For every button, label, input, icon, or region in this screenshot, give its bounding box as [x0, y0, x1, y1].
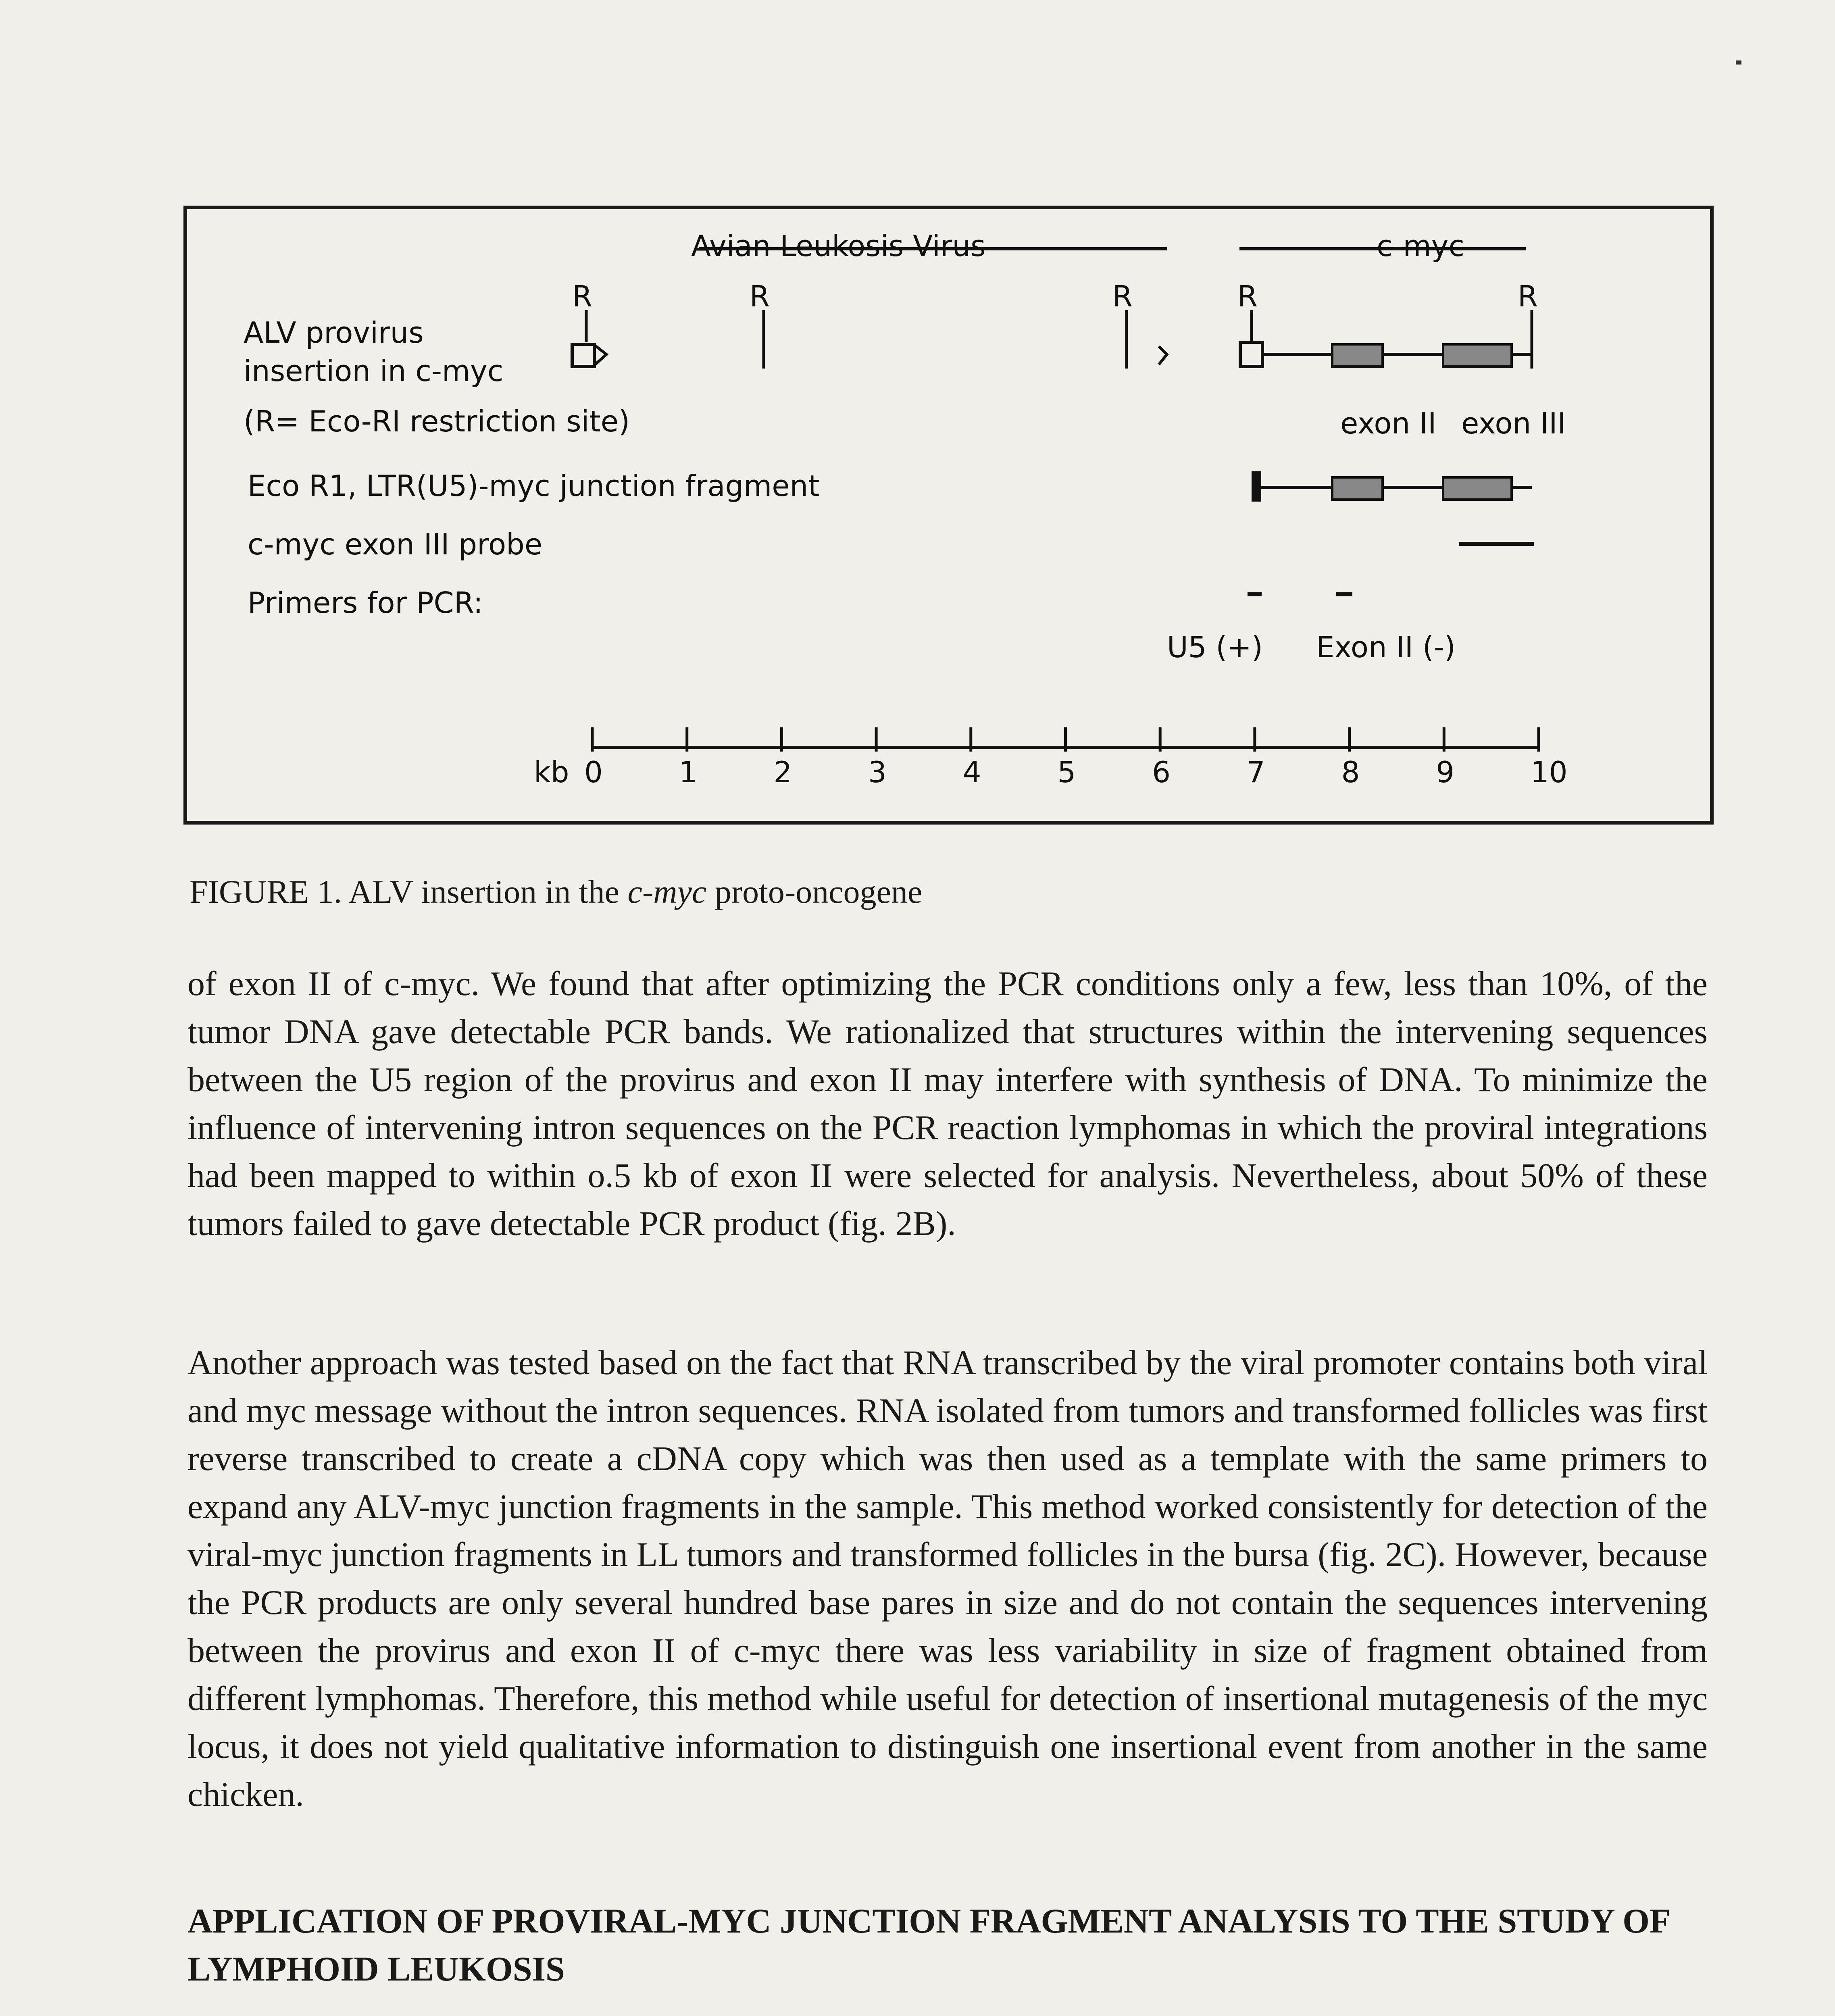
provirus-label-line1: ALV provirus — [244, 316, 424, 350]
scan-mark — [1736, 60, 1741, 65]
exon-3-label: exon III — [1461, 406, 1566, 440]
site-r-1: R — [572, 279, 593, 313]
exon-2-box — [1332, 344, 1383, 367]
scale-tick-label-0: 0 — [584, 755, 603, 789]
myc-title: c-myc — [1377, 229, 1464, 263]
ltr-box-left — [572, 344, 594, 367]
exon-2-label: exon II — [1340, 406, 1437, 440]
site-note: (R= Eco-RI restriction site) — [244, 404, 630, 438]
provirus-label-line2: insertion in c-myc — [244, 354, 504, 388]
virus-title: Avian Leukosis Virus — [691, 229, 986, 263]
caption-suffix: proto-oncogene — [706, 873, 923, 910]
site-r-2: R — [750, 279, 770, 313]
scale-tick-label-2: 2 — [773, 755, 792, 789]
primer-exon2-label: Exon II (-) — [1316, 630, 1456, 664]
junction-label: Eco R1, LTR(U5)-myc junction fragment — [248, 469, 820, 503]
integration-break-right — [1159, 346, 1167, 364]
scale-tick-label-3: 3 — [868, 755, 887, 789]
scale-tick-label-1: 1 — [679, 755, 698, 789]
caption-gene: c-myc — [627, 873, 707, 910]
primers-label: Primers for PCR: — [248, 586, 483, 620]
paragraph-2: Another approach was tested based on the fact that RNA transcribed by the viral promoter contains both viral and myc message without the intron sequences. RNA isolated from tumors and transformed follicles was first reverse transcribed to create a cDNA copy which was then used as a template with the same primers to expand any ALV-myc junction fragments in the sample. This method worked consistently for detection of the viral-myc junction fragments in LL tumors and transformed follicles in the bursa (fig. 2C). However, because the PCR products are only several hundred base pares in size and do not contain the sequences intervening between the provirus and exon II of c-myc there was less variability in size of fragment obtained from different lymphomas. Therefore, this method while useful for detection of insertional mutagenesis of the myc locus, it does not yield qualitative information to distinguish one insertional event from another in the same chicken. — [187, 1343, 1708, 1814]
probe-label: c-myc exon III probe — [248, 527, 543, 561]
scale-tick-label-9: 9 — [1436, 755, 1455, 789]
site-r-4: R — [1237, 279, 1258, 313]
scale-tick-label-10: 10 — [1531, 755, 1568, 789]
scale-tick-label-7: 7 — [1246, 755, 1265, 789]
ltr-box-right — [1240, 342, 1262, 367]
scale-tick-label-4: 4 — [962, 755, 981, 789]
primer-u5-label: U5 (+) — [1167, 630, 1263, 664]
ltr-fragment-mark — [1252, 471, 1261, 502]
scale-tick-label-6: 6 — [1152, 755, 1171, 789]
diagram-graphics — [187, 209, 1710, 821]
site-r-5: R — [1518, 279, 1538, 313]
section-heading: APPLICATION OF PROVIRAL-MYC JUNCTION FRAGMENT ANALYSIS TO THE STUDY OF LYMPHOID LEUKOSIS — [187, 1901, 1670, 1988]
paragraph-1: of exon II of c-myc. We found that after optimizing the PCR conditions only a few, less than 10%, of the tumor DNA gave detectable PCR bands. We rationalized that structures within the intervening sequences between the U5 region of the provirus and exon II may interfere with synthesis of DNA. To minimize the influence of intervening intron sequences on the PCR reaction lymphomas in which the proviral integrations had been mapped to within o.5 kb of exon II were selected for analysis. Nevertheless, about 50% of these tumors failed to gave detectable PCR product (fig. 2B). — [187, 964, 1708, 1243]
site-r-3: R — [1112, 279, 1133, 313]
integration-break-left — [595, 346, 606, 364]
scale-tick-label-8: 8 — [1341, 755, 1360, 789]
junction-exon-2 — [1332, 477, 1383, 500]
figure-1-diagram — [183, 206, 1714, 825]
caption-prefix: FIGURE 1. ALV insertion in the — [190, 873, 628, 910]
scale-tick-label-5: 5 — [1057, 755, 1076, 789]
figure-caption — [190, 873, 922, 911]
exon-3-box — [1443, 344, 1512, 367]
junction-exon-3 — [1443, 477, 1512, 500]
scale-unit: kb — [534, 755, 569, 789]
